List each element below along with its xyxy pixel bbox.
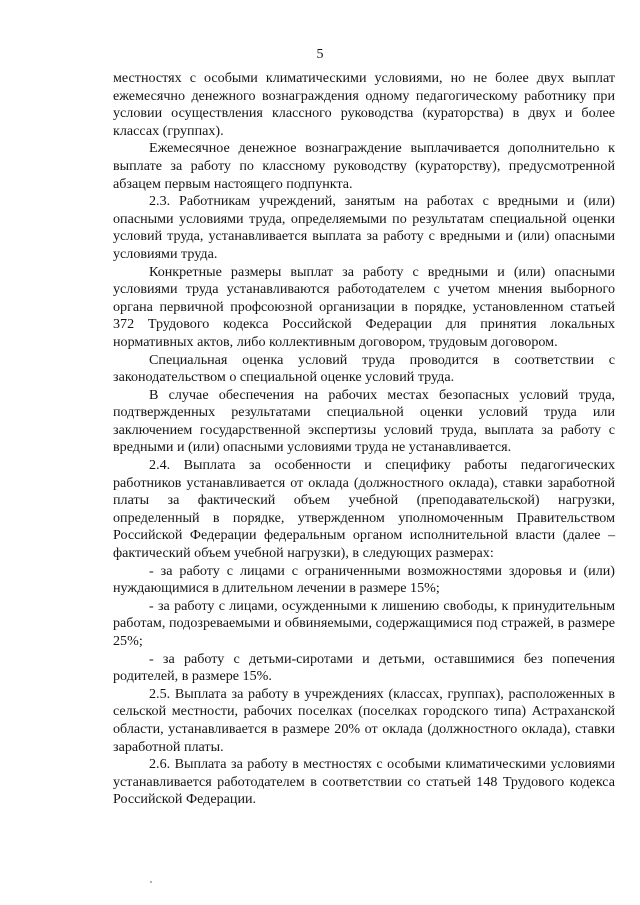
paragraph-2-5: 2.5. Выплата за работу в учреждениях (классах, группах), расположенных в сельской местности, рабочих поселках (поселках городского типа) Астраханской области, устанавливается в размере 20% от оклада (должностного оклада), ставки заработной платы. [113, 685, 615, 755]
list-item-disabilities: - за работу с лицами с ограниченными возможностями здоровья и (или) нуждающимися в длительном лечении в размере 15%; [113, 562, 615, 597]
scan-speck [150, 881, 152, 883]
paragraph-special-assessment: Специальная оценка условий труда проводится в соответствии с законодательством о специальной оценке условий труда. [113, 351, 615, 386]
body-text [113, 70, 615, 809]
paragraph-2-6: 2.6. Выплата за работу в местностях с особыми климатическими условиями устанавливается работодателем в соответствии со статьей 148 Трудового кодекса Российской Федерации. [113, 756, 615, 808]
list-item-orphans: - за работу с детьми-сиротами и детьми, оставшимися без попечения родителей, в размере 15%. [113, 650, 615, 685]
list-item-convicted: - за работу с лицами, осужденными к лишению свободы, к принудительным работам, подозреваемыми и обвиняемыми, содержащимися под стражей, в размере 25%; [113, 597, 615, 649]
page-number: 5 [316, 47, 324, 62]
paragraph-2-3: 2.3. Работникам учреждений, занятым на работах с вредными и (или) опасными условиями труда, определяемыми по результатам специальной оценки условий труда, устанавливается выплата за работу с вредными и (или) опасными условиями труда. [113, 193, 615, 262]
paragraph-monthly-reward: Ежемесячное денежное вознаграждение выплачивается дополнительно к выплате за работу по классному руководству (кураторству), предусмотренной абзацем первым настоящего подпункта. [113, 140, 615, 192]
paragraph-2-4: 2.4. Выплата за особенности и специфику работы педагогических работников устанавливается от оклада (должностного оклада), ставки заработной платы за фактический объем учебной (преподавательской) нагрузки, определенный в порядке, утвержденном уполномоченным Правительством Российской Федерации федеральным органом исполнительной власти (далее – фактический объем учебной нагрузки), в следующих размерах: [113, 457, 615, 562]
paragraph-specific-amounts: Конкретные размеры выплат за работу с вредными и (или) опасными условиями труда устанавливаются работодателем с учетом мнения выборного органа первичной профсоюзной организации в порядке, установленном статьей 372 Трудового кодекса Российской Федерации для принятия локальных нормативных актов, либо коллективным договором, трудовым договором. [113, 263, 615, 350]
paragraph-safe-conditions: В случае обеспечения на рабочих местах безопасных условий труда, подтвержденных результатами специальной оценки условий труда или заключением государственной экспертизы условий труда, выплата за работу с вредными и (или) опасными условиями труда не устанавливается. [113, 386, 615, 456]
paragraph-continuation: местностях с особыми климатическими условиями, но не более двух выплат ежемесячно денежного вознаграждения одному педагогическому работнику при условии осуществления классного руководства (кураторства) в двух и более классах (группах). [113, 70, 615, 139]
